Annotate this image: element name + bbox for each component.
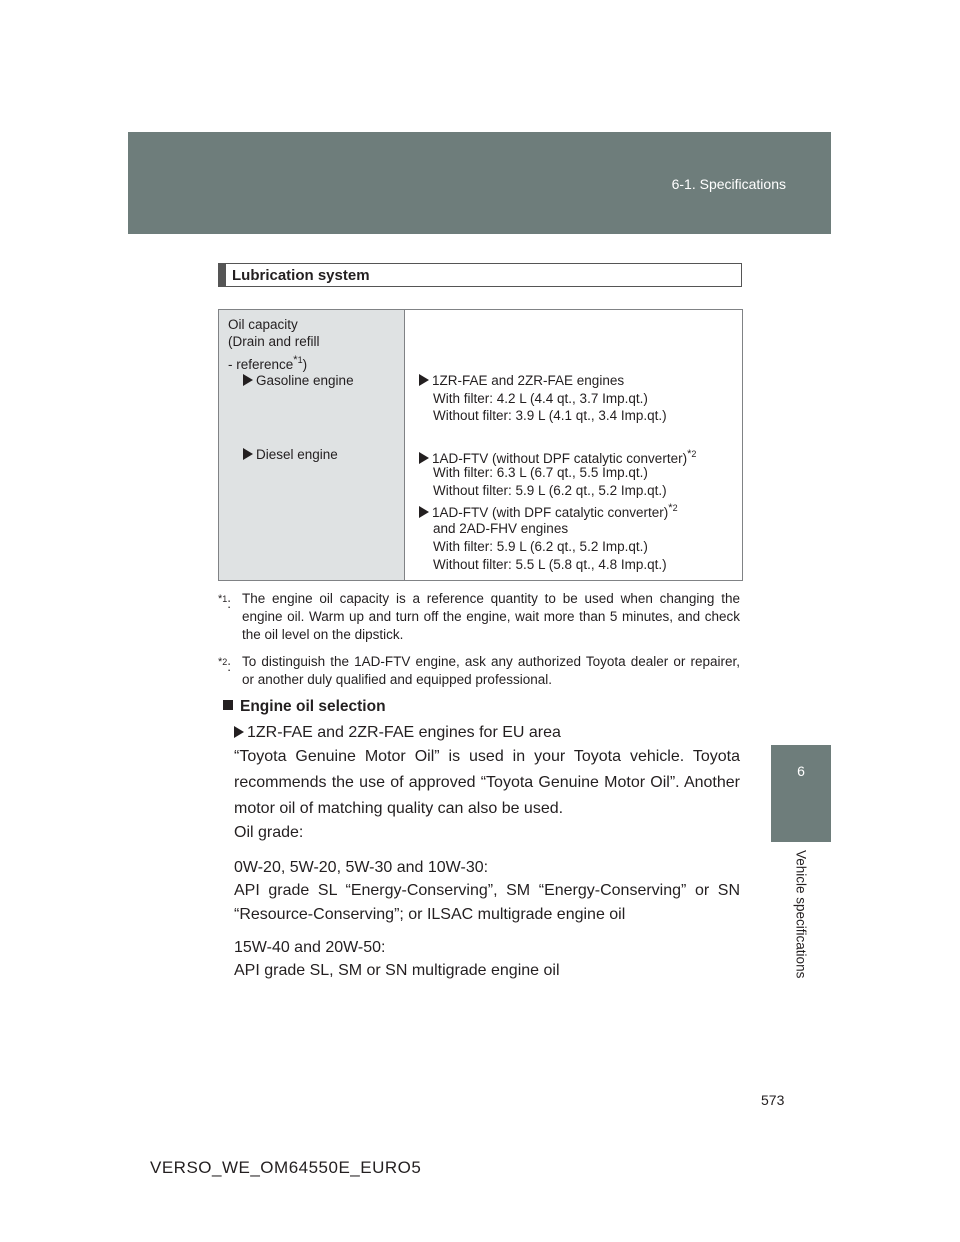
oil-area bbox=[234, 721, 740, 745]
gasoline-without-filter: Without filter: 3.9 L (4.1 qt., 3.4 Imp.qt.) bbox=[433, 408, 667, 423]
label-gasoline-text: Gasoline engine bbox=[256, 373, 354, 388]
footnote-1-star: * bbox=[218, 593, 223, 605]
grade2-viscosity: 15W-40 and 20W-50: bbox=[234, 939, 386, 956]
label-drain-refill: (Drain and refill bbox=[228, 334, 320, 349]
chapter-label-wrap bbox=[772, 850, 830, 1000]
square-bullet-icon bbox=[223, 700, 233, 710]
footnote-2-star: * bbox=[218, 656, 223, 668]
diesel1-engine-text: 1AD-FTV (without DPF catalytic converter) bbox=[432, 451, 688, 466]
triangle-bullet-icon bbox=[419, 374, 429, 386]
footnote-1-sep: : bbox=[227, 596, 232, 611]
triangle-bullet-icon bbox=[419, 452, 429, 464]
diesel1-without-filter: Without filter: 5.9 L (6.2 qt., 5.2 Imp.qt.) bbox=[433, 483, 667, 498]
diesel2-with-filter: With filter: 5.9 L (6.2 qt., 5.2 Imp.qt.) bbox=[433, 539, 648, 554]
diesel2-engine bbox=[419, 500, 678, 521]
heading-bar bbox=[219, 264, 226, 286]
chapter-number: 6 bbox=[797, 763, 805, 779]
diesel2-without-filter: Without filter: 5.5 L (5.8 qt., 4.8 Imp.qt.) bbox=[433, 557, 667, 572]
oil-intro: “Toyota Genuine Motor Oil” is used in your Toyota vehicle. Toyota recommends the use of approved “Toyota Genuine Motor Oil”. Another motor oil of matching quality can also be used. bbox=[234, 748, 740, 817]
gasoline-engines-text: 1ZR-FAE and 2ZR-FAE engines bbox=[432, 373, 625, 388]
oil-selection-title-text: Engine oil selection bbox=[240, 698, 386, 715]
diesel1-with-filter: With filter: 6.3 L (6.7 qt., 5.5 Imp.qt.) bbox=[433, 465, 648, 480]
section-title: 6-1. Specifications bbox=[671, 176, 786, 192]
triangle-bullet-icon bbox=[419, 506, 429, 518]
label-reference-text: - reference bbox=[228, 357, 294, 372]
footnote-1-num: 1 bbox=[222, 594, 228, 604]
diesel1-sup: 2 bbox=[691, 449, 697, 459]
gasoline-with-filter: With filter: 4.2 L (4.4 qt., 3.7 Imp.qt.) bbox=[433, 391, 648, 406]
spec-table bbox=[218, 309, 743, 581]
oil-grade-label: Oil grade: bbox=[234, 824, 304, 841]
header-band bbox=[128, 132, 831, 234]
triangle-bullet-icon bbox=[243, 374, 253, 386]
label-reference bbox=[228, 352, 307, 373]
gasoline-engines bbox=[419, 372, 624, 389]
diesel2-star: * bbox=[668, 502, 673, 514]
label-gasoline bbox=[243, 372, 354, 389]
footnote-2-mark bbox=[218, 653, 231, 676]
chapter-label: Vehicle specifications bbox=[793, 850, 809, 979]
footnote-1 bbox=[218, 590, 740, 644]
diesel2-sup: 2 bbox=[672, 503, 678, 513]
oil-selection-title bbox=[223, 698, 386, 716]
spec-label-column bbox=[219, 310, 405, 580]
diesel2-engine-text: 1AD-FTV (with DPF catalytic converter) bbox=[432, 505, 669, 520]
oil-area-text: 1ZR-FAE and 2ZR-FAE engines for EU area bbox=[247, 724, 561, 741]
grade1-viscosity: 0W-20, 5W-20, 5W-30 and 10W-30: bbox=[234, 859, 489, 876]
grade1-spec: API grade SL “Energy-Conserving”, SM “Energy-Conserving” or SN “Resource-Conserving”; or ILSAC multigrade engine oil bbox=[234, 882, 740, 923]
page-number: 573 bbox=[761, 1092, 785, 1108]
heading-text: Lubrication system bbox=[232, 267, 370, 284]
triangle-bullet-icon bbox=[243, 448, 253, 460]
footnote-1-text: The engine oil capacity is a reference quantity to be used when changing the engine oil. Warm up and turn off the engine, wait more than 5 minutes, and check the oil level on the dipstick. bbox=[242, 591, 740, 642]
label-reference-star: * bbox=[293, 354, 298, 366]
label-reference-close: ) bbox=[302, 357, 308, 372]
diesel1-star: * bbox=[687, 448, 692, 460]
footnote-2-sep: : bbox=[227, 659, 232, 674]
footnote-2 bbox=[218, 653, 740, 689]
label-diesel bbox=[243, 446, 338, 463]
document-code: VERSO_WE_OM64550E_EURO5 bbox=[150, 1158, 422, 1177]
diesel2-engine-cont: and 2AD-FHV engines bbox=[433, 521, 569, 536]
footnote-2-text: To distinguish the 1AD-FTV engine, ask any authorized Toyota dealer or repairer, or another duly qualified and equipped professional. bbox=[242, 654, 740, 687]
label-reference-sup: 1 bbox=[297, 355, 303, 365]
label-oil-capacity: Oil capacity bbox=[228, 317, 298, 332]
grade2-spec: API grade SL, SM or SN multigrade engine oil bbox=[234, 962, 560, 979]
chapter-tab bbox=[771, 745, 831, 842]
footnote-2-num: 2 bbox=[222, 657, 228, 667]
footnote-1-mark bbox=[218, 590, 231, 613]
triangle-bullet-icon bbox=[234, 726, 244, 738]
label-diesel-text: Diesel engine bbox=[256, 447, 338, 462]
section-heading bbox=[218, 263, 742, 287]
